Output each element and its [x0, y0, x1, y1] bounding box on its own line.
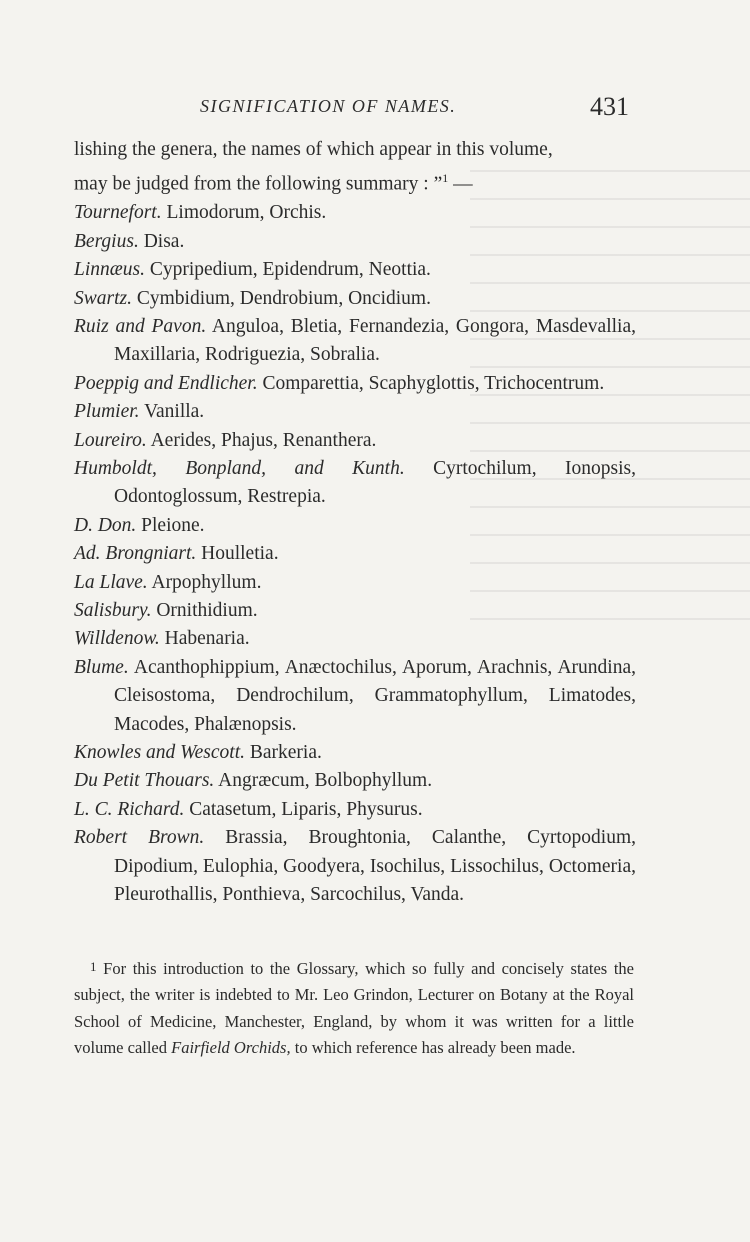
author-entry — [74, 285, 636, 313]
author-name: La Llave. — [74, 571, 148, 593]
author-name: Blume. — [74, 656, 129, 678]
footnote-number: 1 — [90, 959, 97, 974]
genera-list: Brassia, Broughtonia, Calanthe, Cyrtopodium, Dipodium, Eulophia, Goodyera, Isochilus, Lissochilus, Octomeria, Pleurothallis, Ponthieva, Sarcochilus, Vanda. — [114, 827, 636, 906]
genera-list: Ornithidium. — [156, 600, 258, 621]
genera-list: Barkeria. — [249, 742, 322, 764]
author-entry — [74, 228, 636, 256]
author-entry — [74, 625, 636, 653]
author-name: Knowles and Wescott. — [74, 742, 245, 764]
author-name: Willdenow. — [74, 628, 160, 650]
author-entry — [74, 398, 636, 426]
author-name: L. C. Richard. — [74, 798, 185, 820]
author-name: Loureiro. — [74, 429, 147, 451]
author-name: Swartz. — [74, 287, 132, 309]
genera-list: Habenaria. — [164, 628, 250, 650]
author-entry — [74, 796, 636, 824]
author-entry — [74, 824, 636, 909]
page-number: 431 — [590, 92, 629, 121]
genera-list: Cymbidium, Dendrobium, Oncidium. — [136, 287, 431, 309]
footnote-book-title: Fairfield Orchids, — [171, 1038, 291, 1058]
genera-list: Comparettia, Scaphyglottis, Trichocentrum. — [262, 372, 605, 394]
genera-list: Aerides, Phajus, Renanthera. — [150, 429, 377, 451]
genera-list: Catasetum, Liparis, Physurus. — [189, 798, 423, 820]
author-name: Du Petit Thouars. — [74, 770, 215, 792]
genera-list: Cyrtochilum, Ionopsis, Odontoglossum, Restrepia. — [114, 457, 636, 508]
intro-line-1: lishing the genera, the names of which appear in this volume, — [74, 139, 553, 160]
author-entry — [74, 256, 636, 284]
author-name: Bergius. — [74, 230, 139, 252]
intro-dash: — — [448, 173, 473, 195]
genera-list: Vanilla. — [144, 401, 205, 423]
author-name: Salisbury. — [74, 600, 152, 621]
author-name: Ruiz and Pavon. — [74, 315, 207, 337]
author-name: Linnæus. — [74, 259, 145, 281]
running-head: SIGNIFICATION OF NAMES. — [200, 96, 457, 116]
author-entry — [74, 540, 636, 568]
genera-list: Limodorum, Orchis. — [166, 202, 327, 224]
author-name: Plumier. — [74, 401, 140, 423]
genera-list: Acanthophippium, Anæctochilus, Aporum, Arachnis, Arundina, Cleisostoma, Dendrochilum, Grammatophyllum, Limatodes, Macodes, Phalænopsis. — [114, 656, 636, 735]
genera-list: Pleione. — [141, 514, 205, 536]
author-entry — [74, 767, 636, 795]
author-entry — [74, 569, 636, 597]
author-entry — [74, 199, 636, 227]
genera-list: Houlletia. — [201, 543, 279, 565]
genera-list: Anguloa, Bletia, Fernandezia, Gongora, Masdevallia, Maxillaria, Rodriguezia, Sobralia. — [114, 315, 636, 366]
intro-line-2: may be judged from the following summary : ” — [74, 173, 443, 195]
author-name: Humboldt, Bonpland, and Kunth. — [74, 457, 405, 479]
author-entry — [74, 313, 636, 370]
author-entry — [74, 427, 636, 455]
author-genera-list — [74, 199, 636, 909]
author-entry — [74, 597, 636, 625]
genera-list: Angræcum, Bolbophyllum. — [218, 770, 433, 792]
body-text — [74, 136, 636, 909]
author-name: D. Don. — [74, 514, 137, 536]
genera-list: Disa. — [143, 230, 185, 252]
footnote-text-after: to which reference has already been made. — [290, 1038, 576, 1058]
author-name: Poeppig and Endlicher. — [74, 372, 258, 394]
author-name: Robert Brown. — [74, 827, 205, 849]
footnote-text-before: For this introduction to the Glossary, which so fully and concisely states the subject, the writer is indebted to Mr. Leo Grindon, Lecturer on Botany at the Royal School of Medicine, Manchester, England, by whom it was written for a little volume called — [74, 959, 634, 1058]
intro-paragraph — [74, 136, 636, 199]
author-name: Ad. Brongniart. — [74, 543, 197, 565]
genera-list: Arpophyllum. — [151, 571, 262, 593]
author-entry — [74, 455, 636, 512]
genera-list: Cypripedium, Epidendrum, Neottia. — [149, 259, 431, 281]
author-entry — [74, 370, 636, 398]
footnote — [74, 954, 634, 1062]
author-name: Tournefort. — [74, 202, 162, 224]
author-entry — [74, 512, 636, 540]
author-entry — [74, 654, 636, 739]
author-entry — [74, 739, 636, 767]
footnote-reference: 1 — [442, 171, 449, 186]
